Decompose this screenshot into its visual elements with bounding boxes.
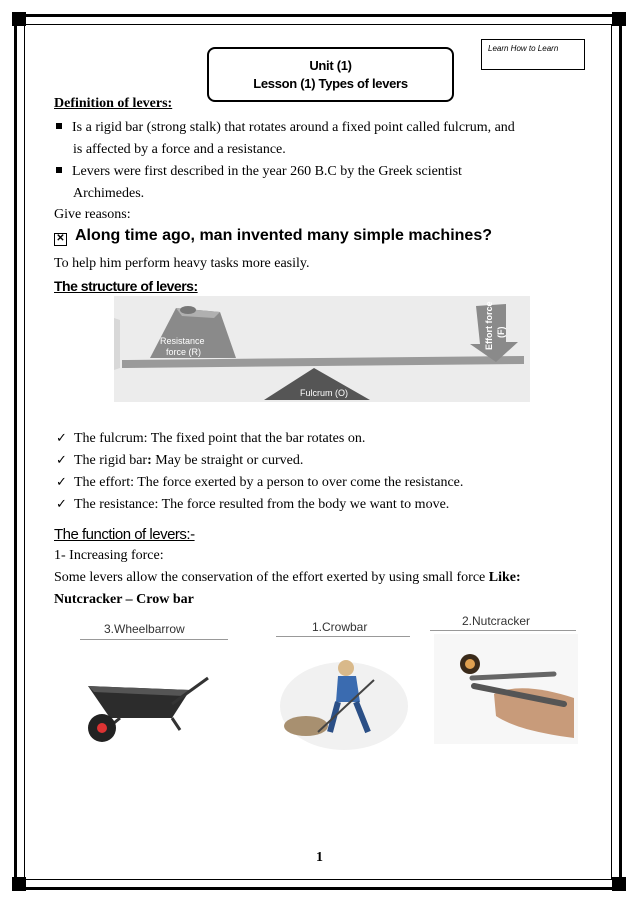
load-roll-icon	[180, 306, 196, 314]
function-description: Some levers allow the conservation of the effort exerted by using small force Like:	[54, 570, 521, 585]
bullet-square-icon	[56, 123, 62, 129]
structure-heading: The structure of levers:	[54, 278, 198, 294]
wheelbarrow-caption: 3.Wheelbarrow	[104, 622, 185, 636]
caption-rule	[80, 639, 228, 640]
structure-point-rigid-bar: ✓ The rigid bar: May be straight or curved.	[56, 450, 303, 472]
crowbar-icon	[276, 640, 410, 750]
definition-bullet-1: Is a rigid bar (strong stalk) that rotates around a fixed point called fulcrum, and	[56, 117, 515, 139]
border-corner	[12, 12, 26, 26]
caption-rule	[276, 636, 410, 637]
function-examples: Nutcracker – Crow bar	[54, 592, 194, 607]
function-item-1: 1- Increasing force:	[54, 548, 164, 563]
wheelbarrow-icon	[80, 644, 220, 744]
border-corner	[612, 12, 626, 26]
checkmark-icon: ✓	[56, 475, 67, 490]
header-tag: Learn How to Learn	[481, 39, 585, 70]
reason-question: ✕ Along time ago, man invented many simple machines?	[54, 227, 492, 245]
border-corner	[612, 877, 626, 891]
fulcrum-label: Fulcrum (O)	[300, 388, 348, 398]
nutcracker-icon	[434, 634, 578, 744]
checkmark-icon: ✓	[56, 431, 67, 446]
definition-bullet-1-cont: is affected by a force and a resistance.	[73, 142, 286, 157]
crowbar-caption: 1.Crowbar	[312, 620, 368, 634]
bullet-square-icon	[56, 167, 62, 173]
definition-bullet-2: Levers were first described in the year 260 B.C by the Greek scientist	[56, 161, 462, 183]
definition-bullet-2-cont: Archimedes.	[73, 186, 145, 201]
nutcracker-caption: 2.Nutcracker	[462, 614, 531, 628]
structure-point-resistance: ✓ The resistance: The force resulted from the body we want to move.	[56, 494, 449, 516]
resistance-label-2: force (R)	[166, 347, 202, 357]
title-box	[207, 47, 454, 102]
checkmark-icon: ✓	[56, 453, 67, 468]
effort-label-1: Effort force	[484, 301, 494, 350]
page-number: 1	[316, 850, 323, 865]
effort-label-2: (F)	[496, 326, 506, 338]
lever-diagram	[114, 296, 530, 402]
function-heading: The function of levers:-	[54, 526, 195, 543]
reason-answer: To help him perform heavy tasks more easily.	[54, 256, 310, 271]
structure-point-effort: ✓ The effort: The force exerted by a person to over come the resistance.	[56, 472, 463, 494]
definition-heading: Definition of levers:	[54, 96, 173, 111]
lesson-title: Lesson (1) Types of levers	[253, 76, 408, 91]
structure-point-fulcrum: ✓ The fulcrum: The fixed point that the bar rotates on.	[56, 428, 365, 450]
unit-title: Unit (1)	[309, 58, 352, 73]
boxed-x-icon: ✕	[54, 233, 67, 246]
resistance-label-1: Resistance	[160, 336, 205, 346]
caption-rule	[430, 630, 576, 631]
checkmark-icon: ✓	[56, 497, 67, 512]
give-reasons-label: Give reasons:	[54, 207, 131, 222]
border-corner	[12, 877, 26, 891]
